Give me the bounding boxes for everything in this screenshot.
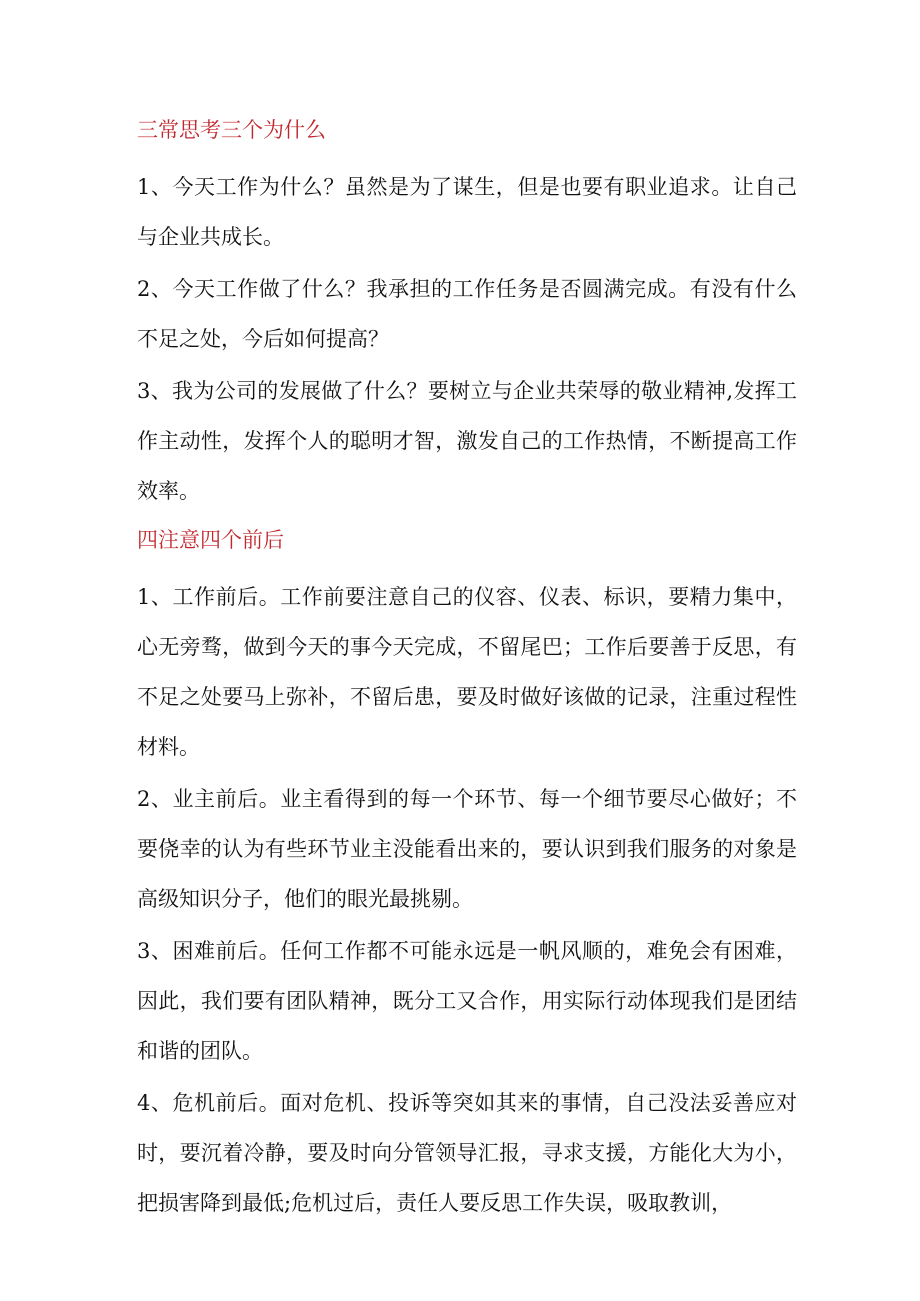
paragraph-owner-before-after: 2、业主前后。业主看得到的每一个环节、每一个细节要尽心做好；不要侥幸的认为有些环节业主没能看出来的，要认识到我们服务的对象是高级知识分子，他们的眼光最挑剔。 [137, 787, 797, 911]
section-heading-four-befores-afters: 四注意四个前后 [137, 528, 284, 552]
paragraph-work-before-after: 1、工作前后。工作前要注意自己的仪容、仪表、标识，要精力集中，心无旁骛，做到今天的事今天完成，不留尾巴；工作后要善于反思，有不足之处要马上弥补，不留后患，要及时做好该做的记录，注重过程性材料。 [137, 585, 797, 759]
section-heading-three-whys: 三常思考三个为什么 [137, 118, 326, 142]
paragraph-difficulty-before-after: 3、困难前后。任何工作都不可能永远是一帆风顺的，难免会有困难，因此，我们要有团队精神，既分工又合作，用实际行动体现我们是团结和谐的团队。 [137, 939, 797, 1063]
paragraph-company-contribution: 3、我为公司的发展做了什么？要树立与企业共荣辱的敬业精神,发挥工作主动性，发挥个人的聪明才智，激发自己的工作热情，不断提高工作效率。 [137, 379, 797, 503]
paragraph-what-done: 2、今天工作做了什么？我承担的工作任务是否圆满完成。有没有什么不足之处，今后如何提高？ [137, 277, 797, 351]
paragraph-crisis-before-after: 4、危机前后。面对危机、投诉等突如其来的事情，自己没法妥善应对时，要沉着冷静，要及时向分管领导汇报，寻求支援，方能化大为小，把损害降到最低;危机过后，责任人要反思工作失误，吸取教训， [137, 1091, 797, 1215]
paragraph-why-work: 1、今天工作为什么？虽然是为了谋生，但是也要有职业追求。让自己与企业共成长。 [137, 175, 797, 249]
document-page [137, 112, 797, 1230]
